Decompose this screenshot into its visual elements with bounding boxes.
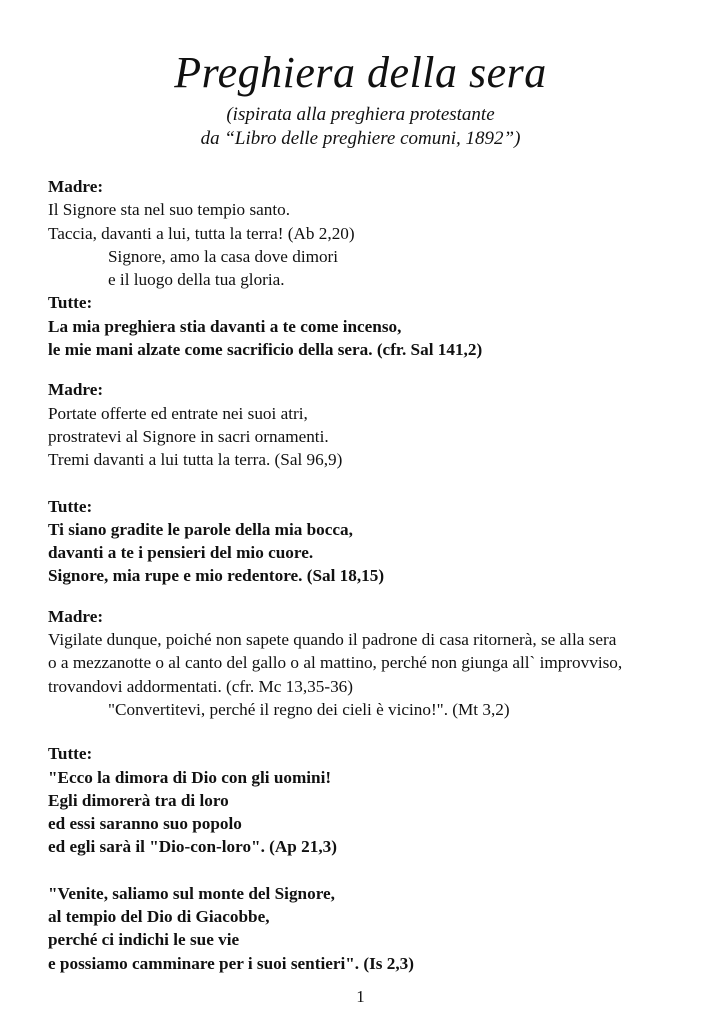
verse-line: prostratevi al Signore in sacri ornamenti. (48, 426, 329, 446)
verse-line: Tremi davanti a lui tutta la terra. (Sal 96,9) (48, 450, 343, 470)
page-number: 1 (356, 987, 365, 1006)
verse-line: "Convertitevi, perché il regno dei cieli è vicino!". (Mt 3,2) (108, 699, 510, 719)
verse-line: Il Signore sta nel suo tempio santo. (48, 200, 291, 220)
verse-line: Portate offerte ed entrate nei suoi atri, (48, 403, 308, 423)
verse-line: La mia preghiera stia davanti a te come incenso, (48, 316, 402, 336)
prayer-section (48, 605, 688, 721)
speaker-label: Tutte: (48, 744, 93, 764)
prayer-section (48, 175, 688, 291)
speaker-label: Madre: (48, 380, 104, 400)
speaker-label: Madre: (48, 177, 104, 196)
verse-line: Ti siano gradite le parole della mia bocca, (48, 519, 353, 539)
verse-line: Signore, mia rupe e mio redentore. (Sal 18,15) (48, 566, 385, 586)
subtitle-line-2: da “Libro delle preghiere comuni, 1892”) (200, 128, 521, 149)
verse-line: "Venite, saliamo sul monte del Signore, (48, 883, 335, 903)
verse-line: ed egli sarà il "Dio-con-loro". (Ap 21,3) (48, 837, 337, 857)
verse-line: Taccia, davanti a lui, tutta la terra! (Ab 2,20) (48, 223, 355, 243)
prayer-section (48, 742, 688, 858)
verse-line: ed essi saranno suo popolo (48, 814, 242, 834)
verse-line: perché ci indichi le sue vie (48, 930, 240, 950)
document-title: Preghiera della sera (174, 48, 547, 97)
prayer-body (48, 175, 688, 975)
verse-line: Egli dimorerà tra di loro (48, 790, 229, 810)
verse-line: e possiamo camminare per i suoi sentieri". (Is 2,3) (48, 953, 414, 973)
speaker-label: Tutte: (48, 496, 93, 516)
verse-line: Signore, amo la casa dove dimori (108, 246, 339, 266)
prayer-section (48, 495, 688, 588)
verse-line: o a mezzanotte o al canto del gallo o al mattino, perché non giunga all` improvviso, (48, 653, 623, 673)
verse-line: davanti a te i pensieri del mio cuore. (48, 543, 314, 563)
speaker-label: Tutte: (48, 293, 93, 313)
prayer-section (48, 291, 688, 361)
verse-line: al tempio del Dio di Giacobbe, (48, 907, 270, 927)
verse-line: le mie mani alzate come sacrificio della sera. (cfr. Sal 141,2) (48, 340, 483, 360)
verse-line: e il luogo della tua gloria. (108, 270, 285, 290)
prayer-section (48, 378, 688, 471)
speaker-label: Madre: (48, 606, 104, 626)
verse-line: "Ecco la dimora di Dio con gli uomini! (48, 767, 332, 787)
verse-line: Vigilate dunque, poiché non sapete quando il padrone di casa ritornerà, se alla sera (48, 630, 617, 650)
verse-line: trovandovi addormentati. (cfr. Mc 13,35-36) (48, 676, 353, 696)
prayer-section (48, 882, 688, 975)
subtitle-line-1: (ispirata alla preghiera protestante (226, 104, 495, 125)
